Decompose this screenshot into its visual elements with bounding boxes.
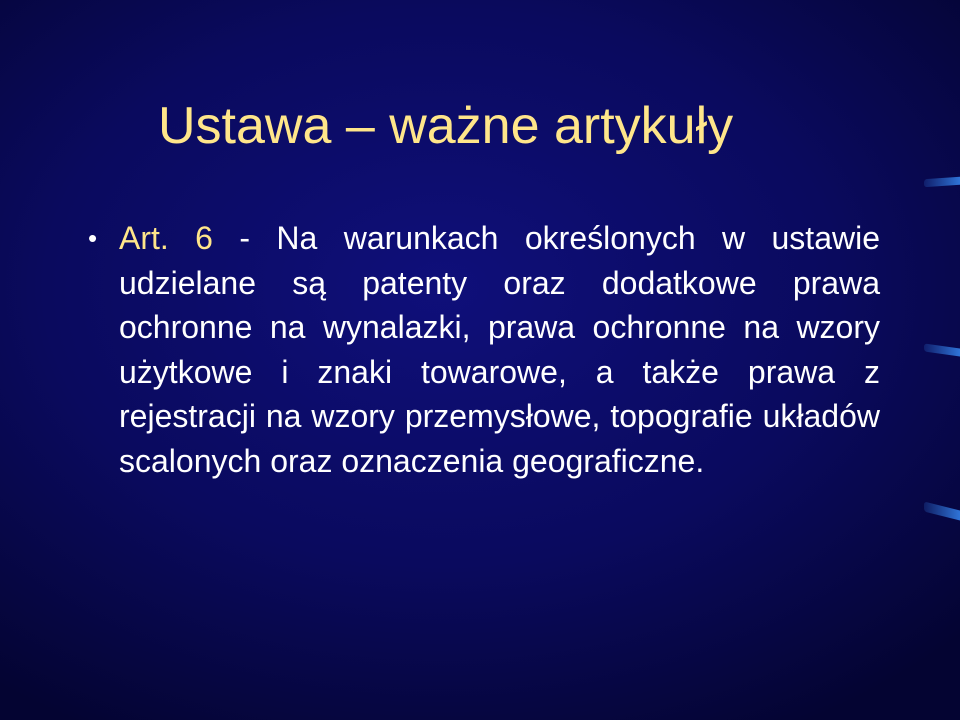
bullet-list [88, 216, 880, 484]
slide-title: Ustawa – ważne artykuły [158, 97, 734, 155]
article-text: - Na warunkach określonych w ustawie udzielane są patenty oraz dodatkowe prawa ochronne na wynalazki, prawa ochronne na wzory użytkowe i znaki towarowe, a także prawa z rejestracji na wzory przemysłowe, topografie układów scalonych oraz oznaczenia geograficzne. [119, 220, 881, 479]
bullet-icon: • [88, 223, 98, 253]
article-reference: Art. 6 [119, 220, 213, 256]
decorative-stripe-icon [924, 177, 960, 188]
decorative-stripe-icon [924, 502, 960, 521]
bullet-item [88, 216, 880, 484]
decorative-stripe-icon [924, 343, 960, 356]
